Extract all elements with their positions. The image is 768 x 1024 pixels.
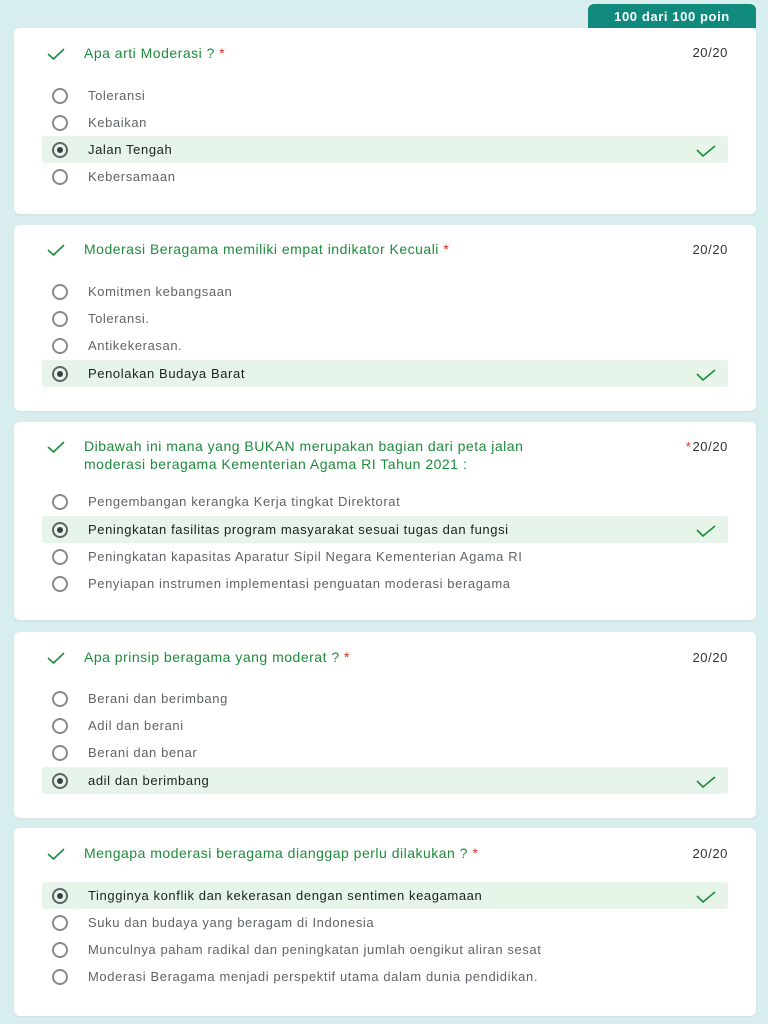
option-munculnya-paham-radikal[interactable] [42,936,728,963]
option-label: Peningkatan kapasitas Aparatur Sipil Negara Kementerian Agama RI [88,549,523,564]
option-label: Berani dan berimbang [88,691,228,706]
option-label: Kebaikan [88,115,148,130]
option-peningkatan-fasilitas[interactable] [42,516,728,543]
correct-check-icon [696,369,716,381]
correct-check-icon [696,891,716,903]
required-mark: * [344,649,350,665]
radio-button[interactable] [52,745,68,761]
option-label: adil dan berimbang [88,773,210,788]
option-adil-dan-berimbang[interactable] [42,767,728,794]
option-label: Peningkatan fasilitas program masyarakat sesuai tugas dan fungsi [88,522,509,537]
required-mark: * [443,241,450,257]
radio-button-selected[interactable] [52,522,68,538]
option-suku-dan-budaya[interactable] [42,909,728,936]
question-score: *20/20 [685,439,728,454]
option-pengembangan-kerangka[interactable] [42,488,728,515]
required-mark: * [685,439,692,454]
correct-check-icon [47,652,65,664]
question-score: 20/20 [692,650,728,665]
option-label: Antikekerasan. [88,338,183,353]
option-label: Penyiapan instrumen implementasi penguatan moderasi beragama [88,576,511,591]
question-score: 20/20 [692,45,728,60]
option-antikekerasan[interactable] [42,332,728,359]
option-toleransi[interactable] [42,82,728,109]
radio-button[interactable] [52,549,68,565]
correct-check-icon [47,441,65,453]
correct-check-icon [47,848,65,860]
correct-check-icon [696,776,716,788]
option-kebersamaan[interactable] [42,163,728,190]
radio-button[interactable] [52,115,68,131]
option-label: Jalan Tengah [88,142,173,157]
radio-button[interactable] [52,169,68,185]
radio-button[interactable] [52,718,68,734]
question-title: Mengapa moderasi beragama dianggap perlu dilakukan ? * [84,845,479,861]
option-label: Berani dan benar [88,745,198,760]
radio-button[interactable] [52,915,68,931]
option-penolakan-budaya-barat[interactable] [42,360,728,387]
question-card-1 [14,28,756,214]
option-toleransi[interactable] [42,305,728,332]
radio-button[interactable] [52,88,68,104]
question-title: Apa prinsip beragama yang moderat ? * [84,649,350,665]
option-kebaikan[interactable] [42,109,728,136]
required-mark: * [472,845,479,861]
radio-button[interactable] [52,494,68,510]
radio-button-selected[interactable] [52,888,68,904]
question-title: Moderasi Beragama memiliki empat indikator Kecuali * [84,241,450,257]
correct-check-icon [47,244,65,256]
option-tingginya-konflik[interactable] [42,882,728,909]
radio-button[interactable] [52,691,68,707]
question-card-2 [14,225,756,411]
option-label: Moderasi Beragama menjadi perspektif utama dalam dunia pendidikan. [88,969,539,984]
question-score: 20/20 [692,846,728,861]
question-card-4 [14,632,756,818]
option-label: Kebersamaan [88,169,176,184]
option-berani-dan-benar[interactable] [42,739,728,766]
option-label: Adil dan berani [88,718,184,733]
question-title: Apa arti Moderasi ? * [84,45,226,61]
radio-button[interactable] [52,311,68,327]
question-score: 20/20 [692,242,728,257]
option-jalan-tengah[interactable] [42,136,728,163]
option-label: Pengembangan kerangka Kerja tingkat Direktorat [88,494,401,509]
radio-button[interactable] [52,942,68,958]
total-score-badge: 100 dari 100 poin [588,4,756,28]
option-komitmen-kebangsaan[interactable] [42,278,728,305]
correct-check-icon [696,525,716,537]
radio-button[interactable] [52,576,68,592]
required-mark: * [219,45,226,61]
question-card-3 [14,422,756,620]
radio-button-selected[interactable] [52,366,68,382]
correct-check-icon [47,48,65,60]
option-peningkatan-kapasitas[interactable] [42,543,728,570]
radio-button[interactable] [52,969,68,985]
radio-button-selected[interactable] [52,142,68,158]
correct-check-icon [696,145,716,157]
option-penyiapan-instrumen[interactable] [42,570,728,597]
option-label: Tingginya konflik dan kekerasan dengan sentimen keagamaan [88,888,483,903]
option-moderasi-perspektif[interactable] [42,963,728,990]
option-label: Munculnya paham radikal dan peningkatan jumlah oengikut aliran sesat [88,942,542,957]
option-adil-dan-berani[interactable] [42,712,728,739]
option-label: Toleransi [88,88,146,103]
radio-button[interactable] [52,284,68,300]
option-berani-dan-berimbang[interactable] [42,685,728,712]
question-card-5 [14,828,756,1016]
option-label: Toleransi. [88,311,150,326]
radio-button[interactable] [52,338,68,354]
option-label: Penolakan Budaya Barat [88,366,246,381]
option-label: Komitmen kebangsaan [88,284,233,299]
question-title: Dibawah ini mana yang BUKAN merupakan bagian dari peta jalan moderasi beragama Kementerian Agama RI Tahun 2021 : [84,438,524,472]
option-label: Suku dan budaya yang beragam di Indonesia [88,915,375,930]
radio-button-selected[interactable] [52,773,68,789]
